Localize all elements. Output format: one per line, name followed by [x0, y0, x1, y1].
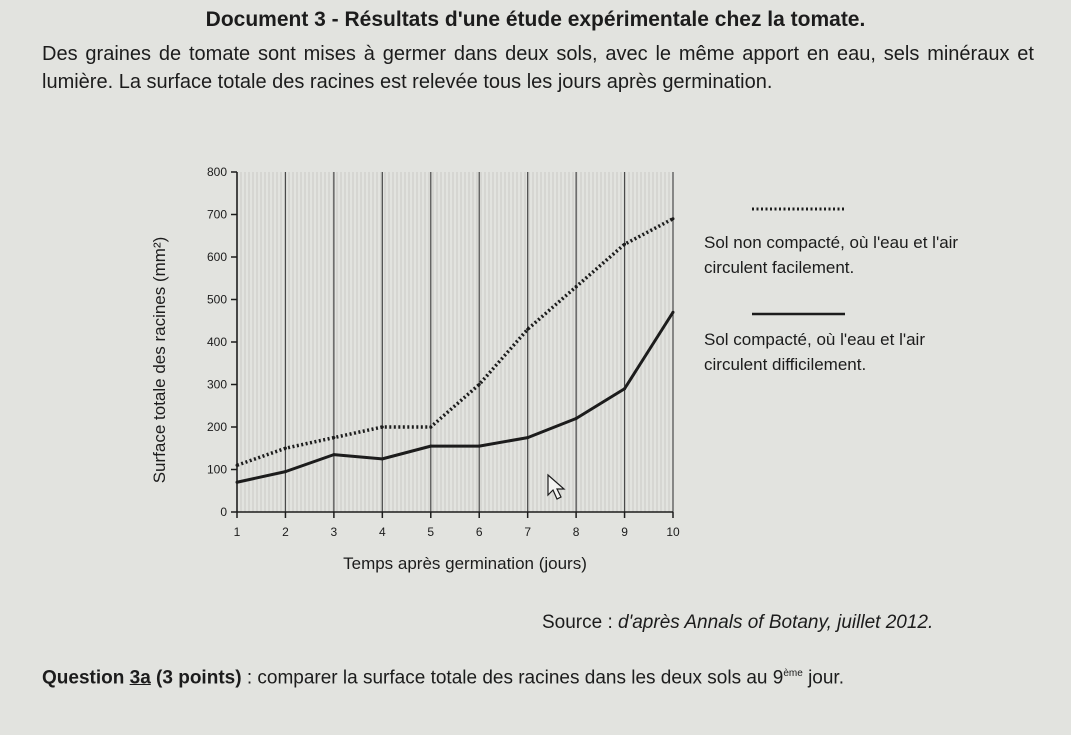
question-superscript: ème — [783, 668, 803, 679]
y-tick-label-500: 500 — [206, 292, 227, 307]
y-tick-label-100: 100 — [206, 462, 227, 477]
point-compacted-day-5 — [429, 445, 432, 448]
point-compacted-day-10 — [672, 311, 675, 314]
series-line-compacted — [237, 312, 673, 482]
x-tick-label-3: 3 — [330, 525, 338, 539]
question-label — [42, 667, 242, 688]
y-tick-label-200: 200 — [206, 420, 227, 434]
document-title: Document 3 - Résultats d'une étude expérimentale chez la tomate. — [205, 8, 866, 31]
series-line-non-compacted — [237, 219, 673, 466]
y-tick-label-400: 400 — [206, 335, 227, 349]
point-compacted-day-9 — [623, 387, 626, 390]
point-non-compacted-day-4 — [381, 426, 384, 429]
y-axis-label: Surface totale des racines (mm²) — [150, 236, 169, 484]
point-non-compacted-day-5 — [429, 426, 432, 429]
chart-grid — [237, 172, 673, 512]
point-non-compacted-day-8 — [575, 285, 578, 288]
x-tick-label-7: 7 — [524, 525, 532, 539]
x-tick-label-8: 8 — [572, 525, 580, 539]
point-non-compacted-day-10 — [672, 217, 675, 220]
y-tick-label-300: 300 — [206, 377, 227, 392]
x-tick-label-6: 6 — [475, 525, 483, 539]
cursor-arrow-icon — [548, 475, 564, 499]
point-non-compacted-day-9 — [623, 243, 626, 246]
y-tick-label-700: 700 — [206, 207, 227, 222]
question-number: 3a — [129, 667, 151, 689]
y-tick-label-800: 800 — [206, 165, 227, 179]
point-non-compacted-day-3 — [332, 436, 335, 439]
y-tick-label-0: 0 — [220, 505, 227, 519]
x-tick-label-2: 2 — [282, 525, 289, 539]
x-tick-label-4: 4 — [378, 525, 386, 539]
source-text: d'après Annals of Botany, juillet 2012. — [618, 612, 934, 633]
x-axis-label: Temps après germination (jours) — [343, 554, 587, 573]
point-non-compacted-day-6 — [478, 383, 481, 386]
point-compacted-day-2 — [284, 470, 287, 473]
x-tick-label-5: 5 — [427, 525, 435, 539]
x-tick-label-10: 10 — [666, 525, 680, 539]
point-compacted-day-6 — [478, 445, 481, 448]
point-compacted-day-8 — [575, 417, 578, 420]
point-compacted-day-1 — [236, 481, 239, 484]
question-text: : comparer la surface totale des racines dans les deux sols au 9 — [241, 667, 784, 689]
y-tick-label-600: 600 — [206, 250, 227, 264]
point-non-compacted-day-1 — [236, 464, 239, 467]
x-tick-label-1: 1 — [233, 525, 241, 539]
legend-label-non-compacted: Sol non compacté, où l'eau et l'air circulent facilement. — [704, 233, 959, 277]
point-compacted-day-4 — [381, 457, 384, 460]
source-prefix: Source : — [542, 612, 619, 633]
point-non-compacted-day-7 — [526, 328, 529, 331]
question-label-start: Question — [42, 667, 130, 689]
question-points: (3 points) — [150, 667, 242, 689]
x-tick-label-9: 9 — [621, 525, 628, 539]
point-compacted-day-3 — [332, 453, 335, 456]
point-non-compacted-day-2 — [284, 447, 287, 450]
source-note — [542, 612, 933, 634]
question-end: jour. — [802, 667, 844, 689]
question-3a — [42, 659, 1032, 693]
legend-label-compacted: Sol compacté, où l'eau et l'air circulent difficilement. — [704, 330, 925, 374]
intro-paragraph: Des graines de tomate sont mises à germer dans deux sols, avec le même apport en eau, sels minéraux et lumière. La surface totale des racines est relevée tous les jours après germination. — [42, 43, 1034, 93]
point-compacted-day-7 — [526, 436, 529, 439]
